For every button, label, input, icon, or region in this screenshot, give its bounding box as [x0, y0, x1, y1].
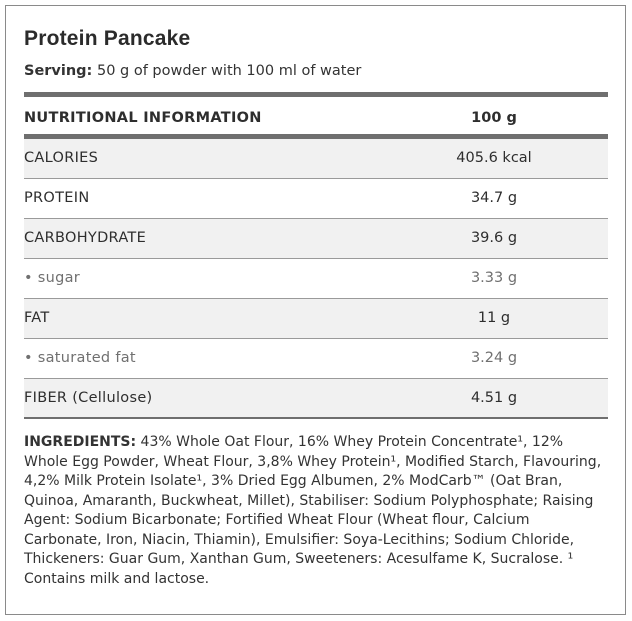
row-label: CARBOHYDRATE: [24, 230, 147, 246]
nutrition-row-fat: [24, 299, 608, 339]
nutrition-row-carbohydrate: [24, 219, 608, 259]
row-label: • saturated fat: [24, 350, 136, 366]
ingredients-list: 43% Whole Oat Flour, 16% Whey Protein Concentrate¹, 12% Whole Egg Powder, Wheat Flour, 3,8% Whey Protein¹, Modified Starch, Flavouring, 4,2% Milk Protein Isolate¹, 3% Dried Egg Albumen, 2% ModCarb™ (Oat Bran, Quinoa, Amaranth, Buckwheat, Millet), Stabiliser: Sodium Polyphosphate; Raising Agent: Sodium Bicarbonate; Fortified Wheat Flour (Wheat flour, Calcium Carbonate, Iron, Niacin, Thiamin), Emulsifier: Soya-Lecithins; Sodium Chloride, Thickeners: Guar Gum, Xanthan Gum, Sweeteners: Acesulfame K, Sucralose. ¹ Contains milk and lactose.: [24, 434, 602, 587]
header-label: NUTRITIONAL INFORMATION: [24, 110, 262, 126]
serving-text: 50 g of powder with 100 ml of water: [92, 63, 362, 79]
row-label: CALORIES: [24, 150, 99, 166]
nutrition-row-sugar: [24, 259, 608, 299]
ingredients-text: [24, 433, 610, 589]
nutrition-row-fiber: [24, 379, 608, 419]
serving-label: Serving:: [24, 63, 93, 79]
row-label: FAT: [24, 310, 50, 326]
row-value: 3.33 g: [470, 270, 518, 286]
product-title: Protein Pancake: [24, 27, 191, 50]
row-value: 4.51 g: [470, 390, 518, 406]
nutrition-panel: [5, 5, 626, 615]
row-label: • sugar: [24, 270, 81, 286]
row-label: PROTEIN: [24, 190, 90, 206]
nutrition-table: [24, 92, 608, 419]
ingredients-label: INGREDIENTS:: [24, 434, 137, 450]
nutrition-row-protein: [24, 179, 608, 219]
nutrition-row-saturated-fat: [24, 339, 608, 379]
serving-info: [24, 63, 361, 79]
row-value: 39.6 g: [470, 230, 518, 246]
row-value: 3.24 g: [470, 350, 518, 366]
nutrition-row-calories: [24, 139, 608, 179]
row-value: 405.6 kcal: [456, 150, 532, 166]
nutrition-table-header: [24, 97, 608, 139]
header-value: 100 g: [471, 110, 517, 126]
row-value: 11 g: [477, 310, 511, 326]
row-label: FIBER (Cellulose): [24, 390, 153, 406]
row-value: 34.7 g: [470, 190, 518, 206]
